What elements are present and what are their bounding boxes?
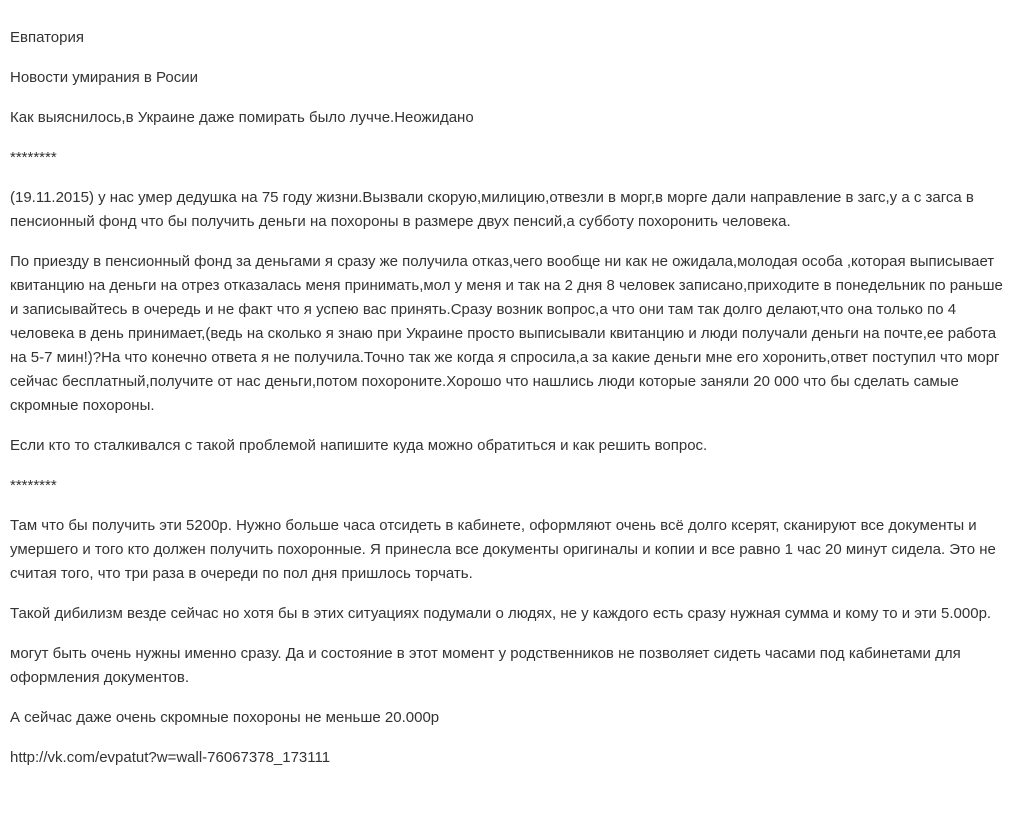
separator-stars: ******** — [10, 477, 57, 494]
post-paragraph: могут быть очень нужны именно сразу. Да и состояние в этот момент у родственников не позволяет сидеть часами под кабинетами для оформления документов. — [10, 645, 961, 686]
post-paragraph: Если кто то сталкивался с такой проблемой напишите куда можно обратиться и как решить вопрос. — [10, 437, 708, 454]
post-body — [10, 26, 1008, 786]
post-title: Новости умирания в Росии — [10, 69, 198, 86]
post-paragraph: По приезду в пенсионный фонд за деньгами я сразу же получила отказ,чего вообще ни как не ожидала,молодая особа ,которая выписывает квитанцию на деньги на отрез отказалась меня принимать,мол у меня и так на 2 дня 8 человек записано,приходите в понедельник по раньше и записывайтесь в очередь и не факт что я успею вас принять.Сразу возник вопрос,а что они там так долго делают,что она только по 4 человека в день принимает,(ведь на сколько я знаю при Украине просто выписывали квитанцию и люди получали деньги на почте,ее работа на 5-7 мин!)?На что конечно ответа я не получила.Точно так же когда я спросила,а за какие деньги мне его хоронить,ответ поступил что морг сейчас бесплатный,получите от нас деньги,потом похороните.Хорошо что нашлись люди которые заняли 20 000 что бы сделать самые скромные похороны. — [10, 253, 1003, 414]
source-link[interactable]: http://vk.com/evpatut?w=wall-76067378_173111 — [10, 749, 331, 766]
post-paragraph: Такой дибилизм везде сейчас но хотя бы в этих ситуациях подумали о людях, не у каждого есть сразу нужная сумма и кому то и эти 5.000р. — [10, 605, 992, 622]
post-paragraph: Там что бы получить эти 5200р. Нужно больше часа отсидеть в кабинете, оформляют очень всё долго ксерят, сканируют все документы и умершего и того кто должен получить похоронные. Я принесла все документы оригиналы и копии и все равно 1 час 20 минут сидела. Это не считая того, что три раза в очереди по пол дня пришлось торчать. — [10, 517, 996, 582]
post-location: Евпатория — [10, 29, 84, 46]
separator-stars: ******** — [10, 149, 57, 166]
post-subtitle: Как выяснилось,в Украине даже помирать было лучче.Неожидано — [10, 109, 474, 126]
post-paragraph: (19.11.2015) у нас умер дедушка на 75 году жизни.Вызвали скорую,милицию,отвезли в морг,в морге дали направление в загс,у а с загса в пенсионный фонд что бы получить деньги на похороны в размере двух пенсий,а субботу похоронить человека. — [10, 189, 974, 230]
post-paragraph: А сейчас даже очень скромные похороны не меньше 20.000р — [10, 709, 440, 726]
